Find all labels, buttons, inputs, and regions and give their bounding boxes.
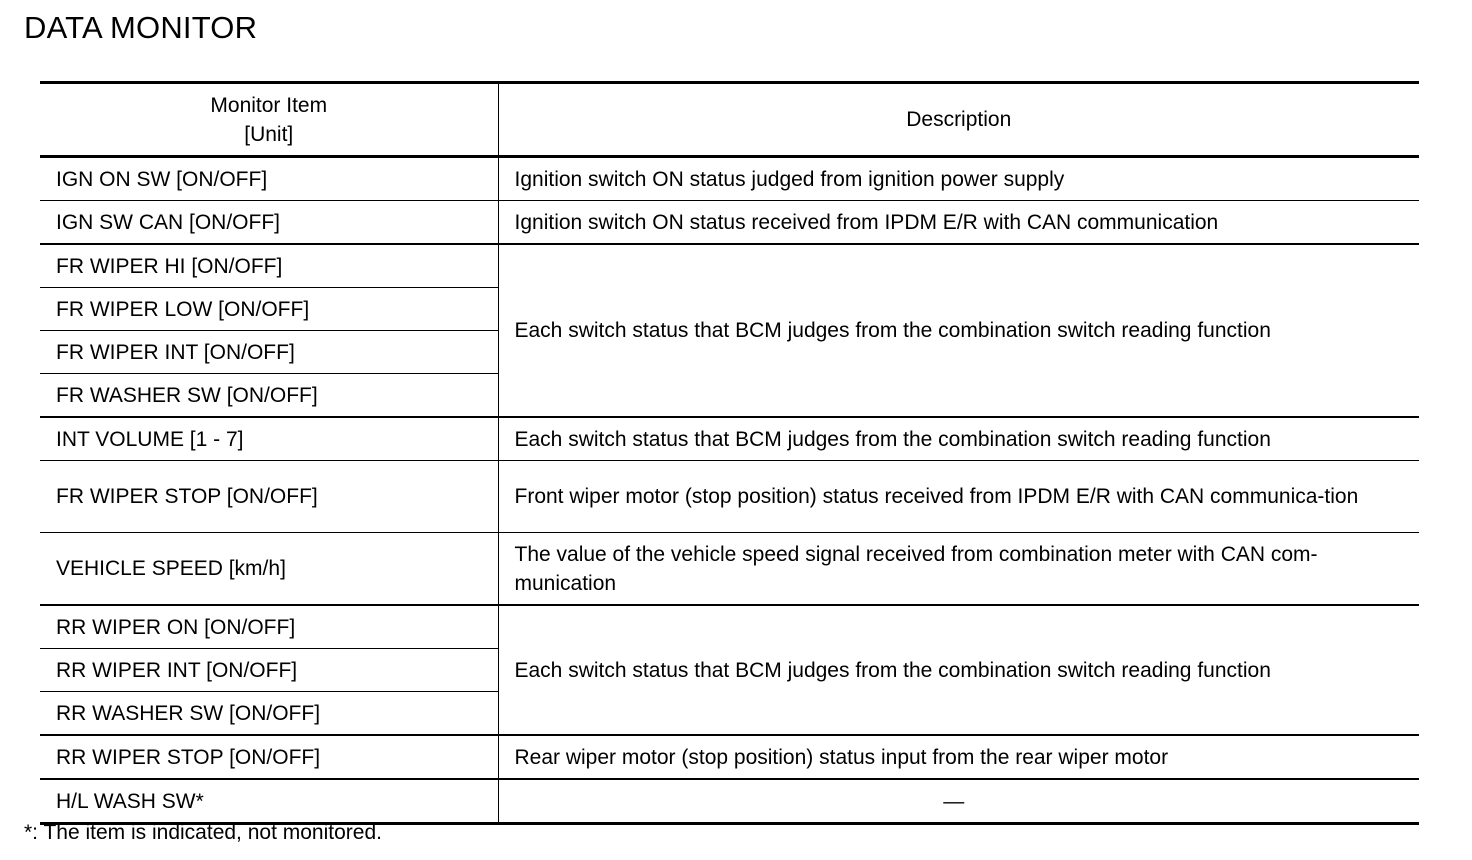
description-cell: Each switch status that BCM judges from the combination switch reading function (498, 244, 1419, 417)
header-description: Description (498, 83, 1419, 157)
table-row (40, 244, 1419, 288)
description-cell: Rear wiper motor (stop position) status input from the rear wiper motor (498, 735, 1419, 779)
description-cell: Each switch status that BCM judges from the combination switch reading function (498, 417, 1419, 461)
monitor-item-cell: FR WASHER SW [ON/OFF] (40, 374, 498, 418)
monitor-item-cell: RR WIPER STOP [ON/OFF] (40, 735, 498, 779)
table-row (40, 533, 1419, 606)
footnote: *: The item is indicated, not monitored. (24, 821, 382, 844)
table-row (40, 779, 1419, 824)
monitor-item-cell: FR WIPER LOW [ON/OFF] (40, 288, 498, 331)
header-unit-label: [Unit] (244, 122, 294, 146)
monitor-item-cell: INT VOLUME [1 - 7] (40, 417, 498, 461)
description-cell: Ignition switch ON status judged from ignition power supply (498, 157, 1419, 201)
page-title: DATA MONITOR (24, 10, 258, 45)
monitor-item-cell: FR WIPER STOP [ON/OFF] (40, 461, 498, 533)
monitor-item-cell: FR WIPER INT [ON/OFF] (40, 331, 498, 374)
monitor-item-cell: IGN SW CAN [ON/OFF] (40, 201, 498, 245)
table-row (40, 605, 1419, 649)
header-monitor-item-label: Monitor Item (210, 93, 328, 117)
table-row (40, 461, 1419, 533)
data-monitor-table (40, 81, 1419, 825)
header-monitor-item (40, 83, 498, 157)
table-header-row (40, 83, 1419, 157)
table-row (40, 735, 1419, 779)
description-cell: Front wiper motor (stop position) status received from IPDM E/R with CAN communica-tion (498, 461, 1419, 533)
table-row (40, 417, 1419, 461)
monitor-item-cell: FR WIPER HI [ON/OFF] (40, 244, 498, 288)
monitor-item-cell: RR WIPER INT [ON/OFF] (40, 649, 498, 692)
monitor-item-cell: RR WASHER SW [ON/OFF] (40, 692, 498, 736)
monitor-item-cell: RR WIPER ON [ON/OFF] (40, 605, 498, 649)
description-cell: The value of the vehicle speed signal received from combination meter with CAN com-munication (498, 533, 1419, 606)
description-cell: Ignition switch ON status received from IPDM E/R with CAN communication (498, 201, 1419, 245)
description-cell: — (498, 779, 1419, 824)
table-row (40, 157, 1419, 201)
monitor-item-cell: IGN ON SW [ON/OFF] (40, 157, 498, 201)
table-row (40, 201, 1419, 245)
monitor-item-cell: VEHICLE SPEED [km/h] (40, 533, 498, 606)
monitor-item-cell: H/L WASH SW* (40, 779, 498, 824)
description-cell: Each switch status that BCM judges from the combination switch reading function (498, 605, 1419, 735)
